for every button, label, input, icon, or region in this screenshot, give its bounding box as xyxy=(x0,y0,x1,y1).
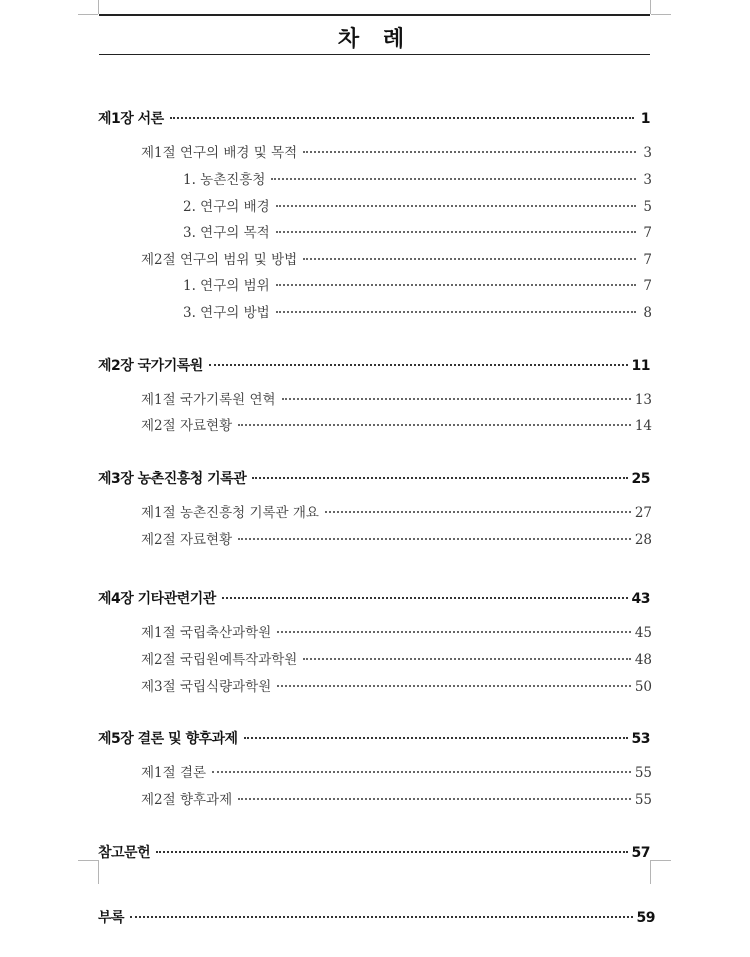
dot-leader xyxy=(325,511,631,513)
chapter-page: 43 xyxy=(631,591,650,607)
toc-references[interactable] xyxy=(98,842,650,862)
dot-leader xyxy=(156,851,627,853)
section-label: 제1절 연구의 배경 및 목적 xyxy=(141,145,298,161)
section-page: 48 xyxy=(634,652,652,668)
dot-leader xyxy=(170,117,634,119)
dot-leader xyxy=(252,477,627,479)
section-page: 45 xyxy=(634,625,652,641)
subsection-label: 1. 농촌진흥청 xyxy=(183,172,266,188)
section-page: 7 xyxy=(643,252,652,268)
section-label: 제1절 국가기록원 연혁 xyxy=(141,392,276,408)
subsection-label: 2. 연구의 배경 xyxy=(183,199,270,215)
section-label: 제3절 국립식량과학원 xyxy=(141,679,272,695)
toc-section[interactable] xyxy=(141,141,652,161)
dot-leader xyxy=(238,424,631,426)
toc-section[interactable] xyxy=(141,648,652,668)
section-page: 55 xyxy=(634,765,652,781)
subsection-label: 1. 연구의 범위 xyxy=(183,278,270,294)
section-page: 13 xyxy=(634,392,652,408)
chapter-page: 11 xyxy=(631,358,650,374)
dot-leader xyxy=(238,538,631,540)
section-label: 제2절 자료현황 xyxy=(141,532,233,548)
toc-section[interactable] xyxy=(141,621,652,641)
references-label: 참고문헌 xyxy=(98,845,151,861)
subsection-page: 3 xyxy=(643,172,652,188)
toc-chapter[interactable] xyxy=(98,588,650,608)
references-page: 57 xyxy=(631,845,650,861)
section-label: 제2절 국립원예특작과학원 xyxy=(141,652,298,668)
toc-section[interactable] xyxy=(141,761,652,781)
toc-subsection[interactable] xyxy=(183,301,652,321)
chapter-label: 제5장 결론 및 향후과제 xyxy=(98,731,238,747)
dot-leader xyxy=(276,311,636,313)
toc-chapter[interactable] xyxy=(98,728,650,748)
toc-subsection[interactable] xyxy=(183,221,652,241)
dot-leader xyxy=(244,737,628,739)
chapter-label: 제3장 농촌진흥청 기록관 xyxy=(98,471,247,487)
toc-subsection[interactable] xyxy=(183,168,652,188)
chapter-page: 53 xyxy=(631,731,650,747)
section-page: 3 xyxy=(643,145,652,161)
toc-chapter[interactable] xyxy=(98,468,650,488)
toc-section[interactable] xyxy=(141,528,652,548)
dot-leader xyxy=(303,658,630,660)
subsection-page: 7 xyxy=(643,278,652,294)
toc-section[interactable] xyxy=(141,675,652,695)
dot-leader xyxy=(277,685,631,687)
toc-subsection[interactable] xyxy=(183,195,652,215)
toc-section[interactable] xyxy=(141,788,652,808)
toc-appendix[interactable] xyxy=(98,907,655,927)
subsection-page: 8 xyxy=(643,305,652,321)
section-label: 제2절 연구의 범위 및 방법 xyxy=(141,252,298,268)
page-title: 차 례 xyxy=(337,27,413,52)
section-label: 제1절 농촌진흥청 기록관 개요 xyxy=(141,505,319,521)
chapter-page: 1 xyxy=(640,111,650,127)
toc-section[interactable] xyxy=(141,501,652,521)
section-label: 제1절 결론 xyxy=(141,765,207,781)
chapter-label: 제2장 국가기록원 xyxy=(98,358,203,374)
dot-leader xyxy=(277,631,631,633)
dot-leader xyxy=(276,231,636,233)
toc-subsection[interactable] xyxy=(183,274,652,294)
dot-leader xyxy=(212,771,631,773)
section-page: 28 xyxy=(634,532,652,548)
section-label: 제2절 자료현황 xyxy=(141,418,233,434)
appendix-page: 59 xyxy=(636,910,655,926)
subsection-label: 3. 연구의 방법 xyxy=(183,305,270,321)
toc-chapter[interactable] xyxy=(98,108,650,128)
section-page: 14 xyxy=(634,418,652,434)
dot-leader xyxy=(303,151,636,153)
dot-leader xyxy=(282,398,631,400)
dot-leader xyxy=(276,205,636,207)
section-label: 제1절 국립축산과학원 xyxy=(141,625,272,641)
toc-section[interactable] xyxy=(141,414,652,434)
appendix-label: 부록 xyxy=(98,910,125,926)
dot-leader xyxy=(209,364,628,366)
toc-chapter[interactable] xyxy=(98,355,650,375)
subsection-page: 7 xyxy=(643,225,652,241)
section-page: 50 xyxy=(634,679,652,695)
dot-leader xyxy=(271,178,636,180)
dot-leader xyxy=(238,798,631,800)
toc-section[interactable] xyxy=(141,248,652,268)
section-label: 제2절 향후과제 xyxy=(141,792,233,808)
section-page: 27 xyxy=(634,505,652,521)
chapter-page: 25 xyxy=(631,471,650,487)
dot-leader xyxy=(276,284,636,286)
dot-leader xyxy=(130,916,632,918)
dot-leader xyxy=(303,258,636,260)
subsection-label: 3. 연구의 목적 xyxy=(183,225,270,241)
subsection-page: 5 xyxy=(643,199,652,215)
toc-section[interactable] xyxy=(141,388,652,408)
section-page: 55 xyxy=(634,792,652,808)
chapter-label: 제1장 서론 xyxy=(98,111,164,127)
dot-leader xyxy=(222,597,628,599)
chapter-label: 제4장 기타관련기관 xyxy=(98,591,216,607)
